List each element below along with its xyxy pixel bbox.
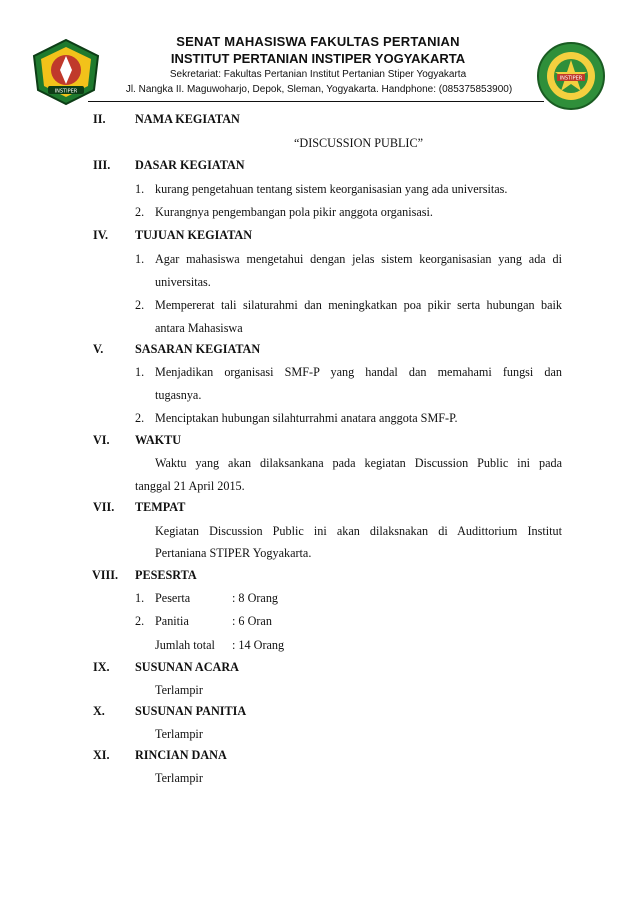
- item-text: Kurangnya pengembangan pola pikir anggota organisasi.: [155, 205, 433, 219]
- section-line: [0, 136, 638, 156]
- section-number: VIII.: [92, 568, 119, 582]
- item-number: 2.: [135, 298, 145, 312]
- address-line: Jl. Nangka II. Maguwoharjo, Depok, Sleman, Yogyakarta. Handphone: (085375853900): [125, 84, 513, 95]
- section-heading: [0, 748, 638, 768]
- list-item: [0, 614, 638, 634]
- item-text: Menciptakan hubungan silahturrahmi anatara anggota SMF-P.: [155, 411, 458, 425]
- list-item: [0, 591, 638, 611]
- activity-name: “DISCUSSION PUBLIC”: [294, 136, 423, 150]
- paragraph-text: Waktu yang akan dilaksankana pada kegiatan Discussion Public ini pada: [155, 456, 562, 470]
- list-item-continuation: [0, 321, 638, 341]
- section-title: RINCIAN DANA: [135, 748, 227, 762]
- section-line: [0, 771, 638, 791]
- participant-count: : 6 Oran: [232, 614, 272, 628]
- section-title: PESESRTA: [135, 568, 197, 582]
- paragraph-text: Pertaniana STIPER Yogyakarta.: [155, 546, 312, 560]
- institution-name: INSTITUT PERTANIAN INSTIPER YOGYAKARTA: [170, 51, 466, 66]
- item-number: 2.: [135, 205, 145, 219]
- list-item: [0, 411, 638, 431]
- item-text: Mempererat tali silaturahmi dan meningkatkan poa pikir serta hubungan baik: [155, 298, 562, 312]
- paragraph-line: [0, 546, 638, 566]
- header-divider: [88, 101, 544, 102]
- svg-text:INSTIPER: INSTIPER: [54, 88, 78, 95]
- participant-label: Panitia: [155, 614, 189, 628]
- list-item-continuation: [0, 275, 638, 295]
- section-heading: [0, 500, 638, 520]
- paragraph-line: [0, 456, 638, 476]
- section-heading: [0, 158, 638, 178]
- section-title: TUJUAN KEGIATAN: [135, 228, 253, 242]
- section-heading: [0, 704, 638, 724]
- item-number: 1.: [135, 591, 145, 605]
- section-heading: [0, 568, 638, 588]
- list-item-continuation: [0, 388, 638, 408]
- section-title: SUSUNAN ACARA: [135, 660, 239, 674]
- letterhead-text: [92, 33, 544, 97]
- section-heading: [0, 112, 638, 132]
- item-text: universitas.: [155, 275, 211, 289]
- item-number: 1.: [135, 365, 145, 379]
- paragraph-text: tanggal 21 April 2015.: [135, 479, 245, 493]
- section-number: V.: [93, 342, 104, 356]
- section-number: XI.: [93, 748, 110, 762]
- org-name: SENAT MAHASISWA FAKULTAS PERTANIAN: [176, 34, 460, 49]
- section-number: IV.: [93, 228, 109, 242]
- list-item: [0, 252, 638, 272]
- participant-count: : 8 Orang: [232, 591, 279, 605]
- secretariat-line: Sekretariat: Fakultas Pertanian Institut Pertanian Stiper Yogyakarta: [169, 69, 467, 80]
- total-row: [0, 638, 638, 658]
- section-number: VII.: [93, 500, 115, 514]
- item-number: 2.: [135, 411, 145, 425]
- section-number: III.: [93, 158, 111, 172]
- list-item: [0, 298, 638, 318]
- item-text: kurang pengetahuan tentang sistem keorganisasian yang ada universitas.: [155, 182, 508, 196]
- section-number: II.: [93, 112, 106, 126]
- section-heading: [0, 660, 638, 680]
- section-number: X.: [93, 704, 105, 718]
- section-title: DASAR KEGIATAN: [135, 158, 245, 172]
- section-heading: [0, 433, 638, 453]
- item-number: 1.: [135, 182, 145, 196]
- item-number: 1.: [135, 252, 145, 266]
- list-item: [0, 205, 638, 225]
- section-title: WAKTU: [135, 433, 182, 447]
- section-number: IX.: [93, 660, 110, 674]
- item-text: Menjadikan organisasi SMF-P yang handal dan memahami fungsi dan: [155, 365, 562, 379]
- section-title: SASARAN KEGIATAN: [135, 342, 261, 356]
- section-title: TEMPAT: [135, 500, 186, 514]
- attachment-note: Terlampir: [155, 727, 203, 741]
- item-text: tugasnya.: [155, 388, 202, 402]
- section-title: NAMA KEGIATAN: [135, 112, 240, 126]
- total-value: : 14 Orang: [232, 638, 285, 652]
- item-number: 2.: [135, 614, 145, 628]
- list-item: [0, 365, 638, 385]
- section-heading: [0, 342, 638, 362]
- participant-label: Peserta: [155, 591, 191, 605]
- letterhead: [0, 30, 638, 104]
- instiper-logo: [535, 40, 607, 112]
- paragraph-line: [0, 479, 638, 499]
- attachment-note: Terlampir: [155, 683, 203, 697]
- section-title: SUSUNAN PANITIA: [135, 704, 247, 718]
- paragraph-text: Kegiatan Discussion Public ini akan dilaksnakan di Audittorium Institut: [155, 524, 562, 538]
- total-label: Jumlah total: [155, 638, 215, 652]
- item-text: antara Mahasiswa: [155, 321, 243, 335]
- section-heading: [0, 228, 638, 248]
- section-line: [0, 683, 638, 703]
- section-number: VI.: [93, 433, 110, 447]
- attachment-note: Terlampir: [155, 771, 203, 785]
- svg-text:INSTIPER: INSTIPER: [559, 75, 583, 82]
- paragraph-line: [0, 524, 638, 544]
- section-line: [0, 727, 638, 747]
- item-text: Agar mahasiswa mengetahui dengan jelas sistem keorganisasian yang ada di: [155, 252, 562, 266]
- list-item: [0, 182, 638, 202]
